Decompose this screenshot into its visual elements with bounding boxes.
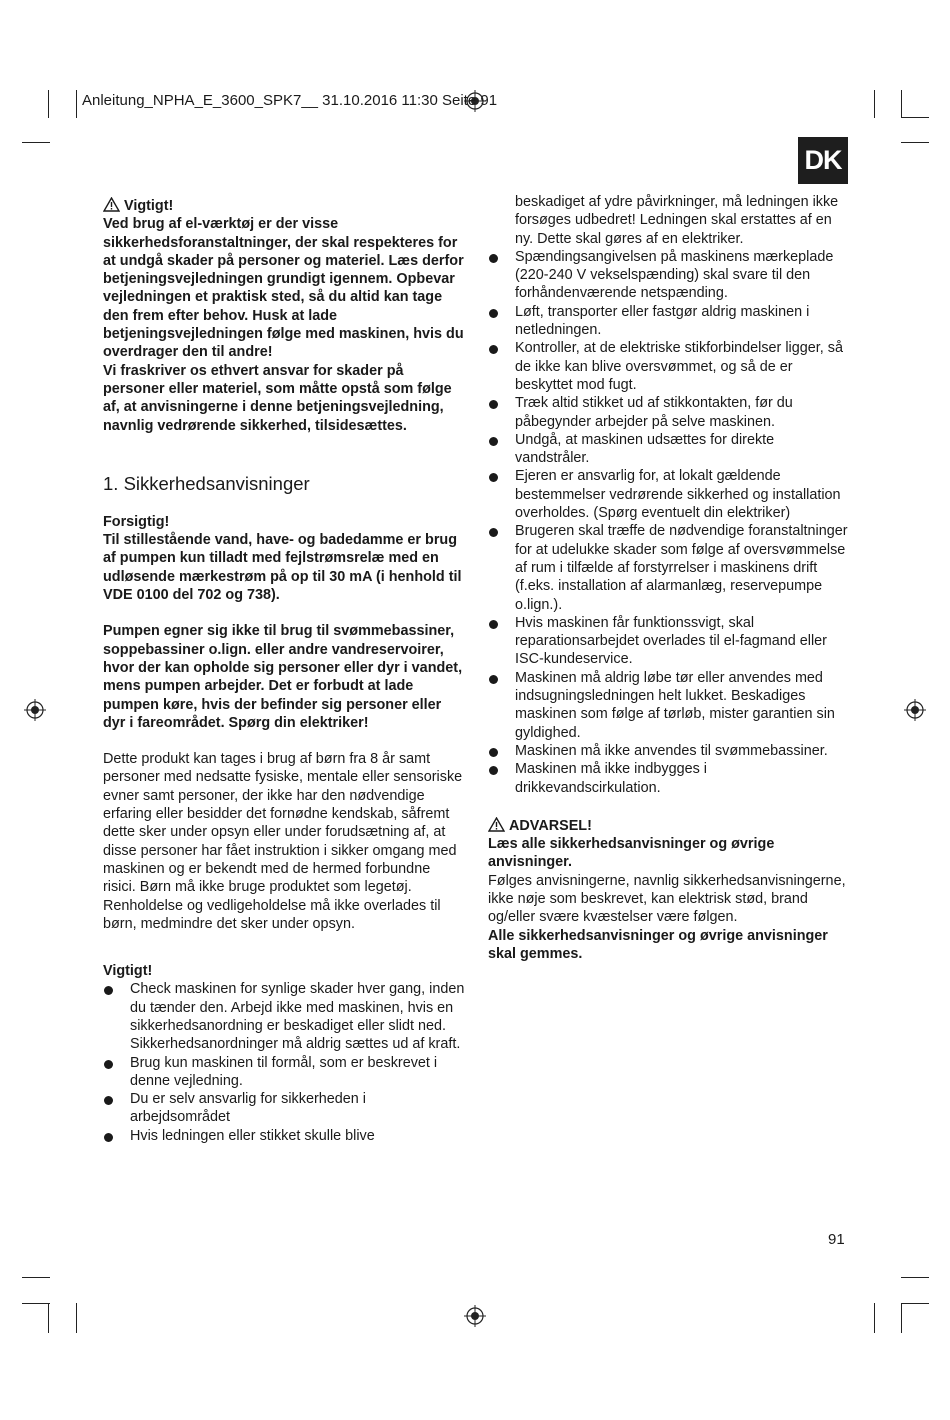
list-item: Ejeren er ansvarlig for, at lokalt gældende bestemmelser vedrørende sikkerhed og installation overholdes. (Spørg eventuelt din elektriker) bbox=[488, 467, 850, 522]
crop-mark bbox=[48, 90, 49, 118]
list-item: Hvis maskinen får funktionssvigt, skal reparationsarbejdet overlades til el-fagmand eller ISC-kundeservice. bbox=[488, 614, 850, 669]
crop-mark bbox=[48, 1303, 49, 1333]
warning-text: Følges anvisningerne, navnlig sikkerhedsanvisningerne, ikke nøje som beskrevet, kan elektrisk stød, brand og/eller svære kvæstelser være følgen. bbox=[488, 872, 846, 926]
intro-paragraph: Ved brug af el-værktøj er der visse sikkerhedsforanstaltninger, der skal respekteres for at undgå skader på personer og materiel. Læs derfor betjeningsvejledningen grundigt igennem. Opbevar vejledningen et praktisk sted, så du altid kan tage den frem efter behov. Husk at lade betjeningsvejledningen følge med maskinen, hvis du overdrager den til andre! bbox=[103, 216, 464, 361]
caution-text: Til stillestående vand, have- og badedamme er brug af pumpen kun tilladt med fejlstrømsrelæ med en udløsende mærkestrøm på op til 30 mA (i henhold til VDE 0100 del 702 og 738). bbox=[103, 532, 462, 604]
list-item: Spændingsangivelsen på maskinens mærkeplade (220-240 V vekselspænding) skal svare til den forhåndenværende netspænding. bbox=[488, 248, 850, 303]
list-item: Du er selv ansvarlig for sikkerheden i arbejdsområdet bbox=[103, 1090, 465, 1127]
warning-triangle-icon bbox=[103, 197, 120, 212]
crop-mark bbox=[22, 1303, 50, 1304]
list-item: Løft, transporter eller fastgør aldrig maskinen i netledningen. bbox=[488, 303, 850, 340]
list-item-continuation: beskadiget af ydre påvirkninger, må ledningen ikke forsøges udbedret! Ledningen skal erstattes af en ny. Dette skal gøres af en elektriker. bbox=[515, 194, 839, 247]
list-item: Maskinen må ikke anvendes til svømmebassiner. bbox=[488, 742, 850, 760]
crop-mark bbox=[22, 1277, 50, 1278]
warning-keep: Alle sikkerhedsanvisninger og øvrige anvisninger skal gemmes. bbox=[488, 927, 828, 962]
safety-list-right bbox=[488, 248, 850, 797]
left-column bbox=[103, 197, 465, 1145]
crop-mark bbox=[22, 142, 50, 143]
section-heading: 1. Sikkerhedsanvisninger bbox=[103, 472, 310, 494]
warning-title: ADVARSEL! bbox=[509, 817, 592, 834]
crop-mark bbox=[76, 90, 77, 118]
list-item: Check maskinen for synlige skader hver gang, inden du tænder den. Arbejd ikke med maskinen, hvis en sikkerhedsanordning er beskadiget eller slidt ned. Sikkerhedsanordninger må aldrig sættes ud af kraft. bbox=[103, 980, 465, 1053]
warning-triangle-icon bbox=[488, 817, 505, 832]
safety-list-left bbox=[103, 980, 465, 1145]
registration-mark-icon bbox=[904, 699, 926, 721]
crop-mark bbox=[901, 142, 929, 143]
warning-read-all: Læs alle sikkerhedsanvisninger og øvrige anvisninger. bbox=[488, 836, 775, 871]
list-item: Kontroller, at de elektriske stikforbindelser ligger, så de ikke kan blive oversvømmet, og så de er beskyttet mod fugt. bbox=[488, 339, 850, 394]
intro-title: Vigtigt! bbox=[124, 198, 174, 214]
liability-paragraph: Vi fraskriver os ethvert ansvar for skader på personer eller materiel, som måtte opstå som følge af, at anvisningerne i denne betjeningsvejledning, navnlig vedrørende sikkerhed, tilsidesættes. bbox=[103, 362, 452, 434]
list-item: Træk altid stikket ud af stikkontakten, før du påbegynder arbejder på selve maskinen. bbox=[488, 394, 850, 431]
page-number: 91 bbox=[828, 1231, 845, 1248]
list-item: Maskinen må ikke indbygges i drikkevandscirkulation. bbox=[488, 760, 850, 797]
important-title: Vigtigt! bbox=[103, 963, 153, 980]
list-item: Maskinen må aldrig løbe tør eller anvendes med indsugningsledningen helt lukket. Beskadiges maskinen som følge af tørløb, mister garantien sin gyldighed. bbox=[488, 669, 850, 742]
warning-heading bbox=[488, 817, 850, 835]
intro-heading bbox=[103, 197, 465, 215]
pool-warning: Pumpen egner sig ikke til brug til svømmebassiner, soppebassiner o.lign. eller andre vandreservoirer, hvor der kan opholde sig personer eller dyr i vandet, mens pumpen arbejder. Det er forbudt at lade pumpen køre, hvis der befinder sig personer eller dyr i fareområdet. Spørg din elektriker! bbox=[103, 623, 463, 731]
registration-mark-icon bbox=[24, 699, 46, 721]
crop-mark bbox=[874, 1303, 875, 1333]
crop-mark bbox=[901, 90, 902, 118]
caution-title: Forsigtig! bbox=[103, 513, 170, 530]
crop-mark bbox=[901, 117, 929, 118]
crop-mark bbox=[901, 1303, 929, 1304]
list-item: Brugeren skal træffe de nødvendige foranstaltninger for at udelukke skader som følge af oversvømmelse af rum i tilfælde af forstyrrelser i maskinens drift (f.eks. installation af alarmanlæg, reservepumpe o.lign.). bbox=[488, 522, 850, 613]
right-column bbox=[488, 193, 850, 963]
children-paragraph: Dette produkt kan tages i brug af børn fra 8 år samt personer med nedsatte fysiske, mentale eller sensoriske evner samt personer, der ikke har den nødvendige erfaring eller besidder det fornødne kendskab, såfremt dette sker under opsyn eller under forudsætning af, at disse personer har fået instruktion i sikker omgang med maskinen og er bekendt med de hermed forbundne risici. Børn må ikke bruge produktet som legetøj. Renholdelse og vedligeholdelse må ikke overlades til børn, medmindre det sker under opsyn. bbox=[103, 751, 463, 932]
language-badge: DK bbox=[798, 137, 848, 184]
crop-mark bbox=[901, 1303, 902, 1333]
list-item: Undgå, at maskinen udsættes for direkte vandstråler. bbox=[488, 431, 850, 468]
list-item: Hvis ledningen eller stikket skulle blive bbox=[103, 1127, 465, 1145]
crop-mark bbox=[901, 1277, 929, 1278]
crop-mark bbox=[76, 1303, 77, 1333]
crop-mark bbox=[874, 90, 875, 118]
list-item: Brug kun maskinen til formål, som er beskrevet i denne vejledning. bbox=[103, 1054, 465, 1091]
registration-mark-icon bbox=[464, 1305, 486, 1327]
print-header: Anleitung_NPHA_E_3600_SPK7__ 31.10.2016 11:30 Seite 91 bbox=[82, 92, 498, 109]
